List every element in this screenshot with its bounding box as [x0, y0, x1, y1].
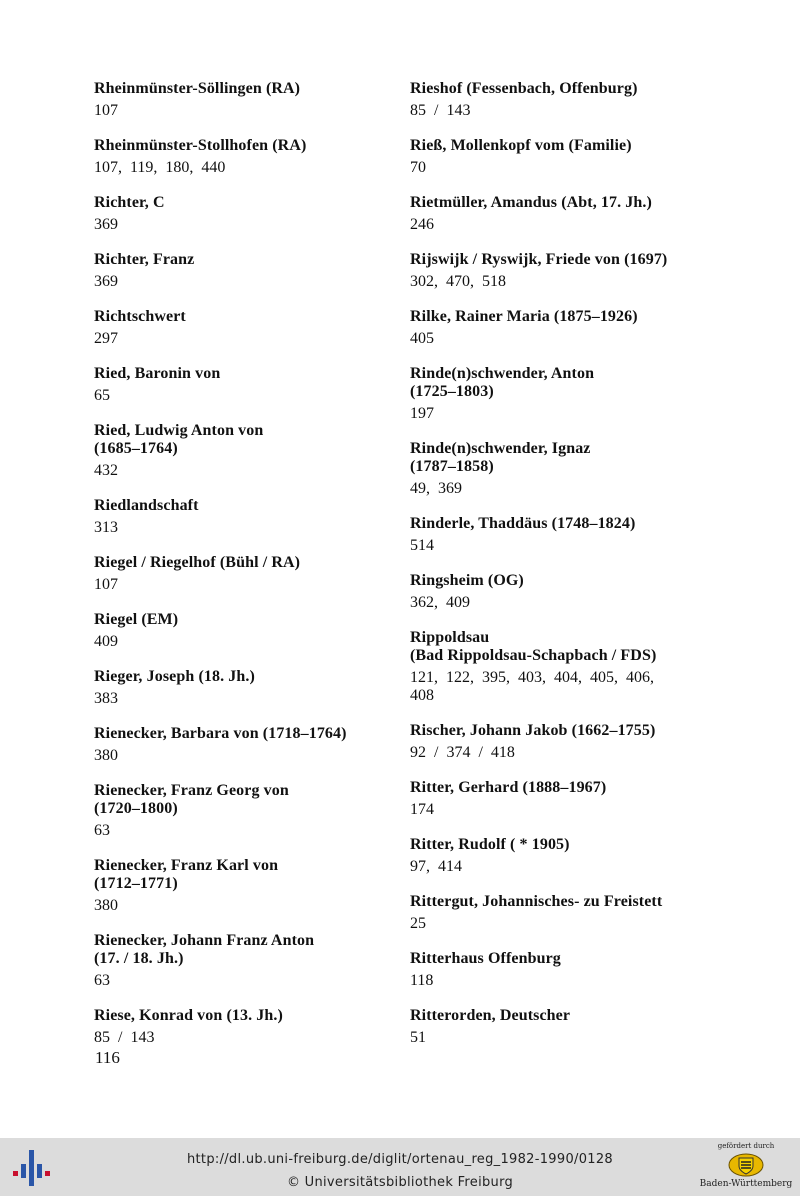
index-term: Ried, Baronin von	[94, 365, 221, 382]
index-entry	[410, 722, 710, 762]
index-entry	[94, 422, 394, 480]
index-entry	[410, 1007, 710, 1047]
index-pages: 107	[94, 102, 118, 119]
footer-copyright: © Universitätsbibliothek Freiburg	[286, 1175, 514, 1190]
sponsor-label: gefördert durch	[717, 1142, 775, 1150]
index-pages: 121, 122, 395, 403, 404, 405, 406, 408	[410, 669, 654, 704]
index-pages: 70	[410, 159, 426, 176]
index-entry	[94, 782, 394, 840]
index-term: Ritter, Gerhard (1888–1967)	[410, 779, 607, 796]
index-entry	[94, 251, 394, 291]
index-entry	[410, 950, 710, 990]
index-entry	[410, 893, 710, 933]
index-entry	[410, 137, 710, 177]
index-term: Rienecker, Johann Franz Anton (17. / 18. Jh.)	[94, 932, 315, 967]
index-pages: 65	[94, 387, 110, 404]
index-pages: 432	[94, 462, 118, 479]
index-term: Rippoldsau (Bad Rippoldsau-Schapbach / FDS)	[410, 629, 657, 664]
index-pages: 107, 119, 180, 440	[94, 159, 226, 176]
index-entry	[94, 1007, 394, 1047]
index-entry	[410, 80, 710, 120]
index-pages: 25	[410, 915, 426, 932]
index-pages: 405	[410, 330, 434, 347]
index-term: Ritter, Rudolf ( * 1905)	[410, 836, 570, 853]
index-entry	[410, 515, 710, 555]
index-pages: 302, 470, 518	[410, 273, 506, 290]
index-term: Rittergut, Johannisches- zu Freistett	[410, 893, 663, 910]
index-term: Richter, C	[94, 194, 165, 211]
index-pages: 92 / 374 / 418	[410, 744, 515, 761]
index-term: Rietmüller, Amandus (Abt, 17. Jh.)	[410, 194, 652, 211]
index-term: Rheinmünster-Söllingen (RA)	[94, 80, 301, 97]
index-term: Rijswijk / Ryswijk, Friede von (1697)	[410, 251, 668, 268]
index-entry	[94, 554, 394, 594]
index-pages: 313	[94, 519, 118, 536]
index-entry	[94, 932, 394, 990]
index-pages: 297	[94, 330, 118, 347]
index-term: Riedlandschaft	[94, 497, 199, 514]
index-entry	[94, 80, 394, 120]
index-column-right	[410, 80, 710, 1064]
sponsor-name: Baden-Württemberg	[699, 1179, 793, 1189]
index-term: Rienecker, Franz Karl von (1712–1771)	[94, 857, 279, 892]
index-pages: 369	[94, 216, 118, 233]
index-pages: 380	[94, 747, 118, 764]
index-pages: 380	[94, 897, 118, 914]
index-pages: 409	[94, 633, 118, 650]
index-term: Rienecker, Barbara von (1718–1764)	[94, 725, 347, 742]
index-entry	[94, 497, 394, 537]
index-term: Ritterhaus Offenburg	[410, 950, 561, 967]
index-pages: 246	[410, 216, 434, 233]
index-term: Ringsheim (OG)	[410, 572, 524, 589]
index-term: Ritterorden, Deutscher	[410, 1007, 571, 1024]
index-pages: 197	[410, 405, 434, 422]
baden-wuerttemberg-crest-icon	[726, 1152, 766, 1178]
index-pages: 51	[410, 1029, 426, 1046]
footer-url-link[interactable]: http://dl.ub.uni-freiburg.de/diglit/ortenau_reg_1982-1990/0128	[187, 1152, 613, 1167]
index-pages: 118	[410, 972, 434, 989]
index-term: Rilke, Rainer Maria (1875–1926)	[410, 308, 638, 325]
index-term: Rinde(n)schwender, Anton (1725–1803)	[410, 365, 595, 400]
index-entry	[410, 572, 710, 612]
index-term: Riegel / Riegelhof (Bühl / RA)	[94, 554, 301, 571]
index-term: Richtschwert	[94, 308, 186, 325]
index-term: Rieshof (Fessenbach, Offenburg)	[410, 80, 638, 97]
index-entry	[94, 725, 394, 765]
index-term: Rheinmünster-Stollhofen (RA)	[94, 137, 307, 154]
index-entry	[410, 308, 710, 348]
footer-bar	[0, 1138, 800, 1196]
index-pages: 362, 409	[410, 594, 470, 611]
index-pages: 85 / 143	[410, 102, 471, 119]
index-entry	[410, 440, 710, 498]
index-entry	[410, 836, 710, 876]
index-column-left	[94, 80, 394, 1064]
index-entry	[94, 857, 394, 915]
index-pages: 383	[94, 690, 118, 707]
index-pages: 174	[410, 801, 434, 818]
index-term: Rischer, Johann Jakob (1662–1755)	[410, 722, 656, 739]
index-pages: 63	[94, 972, 110, 989]
index-pages: 514	[410, 537, 434, 554]
index-entry	[94, 308, 394, 348]
index-entry	[94, 137, 394, 177]
index-entry	[410, 194, 710, 234]
index-term: Rieger, Joseph (18. Jh.)	[94, 668, 255, 685]
sponsor-block	[696, 1142, 796, 1194]
index-term: Rinde(n)schwender, Ignaz (1787–1858)	[410, 440, 591, 475]
index-term: Rieß, Mollenkopf vom (Familie)	[410, 137, 632, 154]
index-entry	[410, 251, 710, 291]
index-entry	[94, 611, 394, 651]
index-pages: 49, 369	[410, 480, 462, 497]
index-term: Richter, Franz	[94, 251, 195, 268]
index-pages: 107	[94, 576, 118, 593]
index-pages: 63	[94, 822, 110, 839]
index-entry	[410, 779, 710, 819]
index-term: Rienecker, Franz Georg von (1720–1800)	[94, 782, 289, 817]
page-number: 116	[95, 1048, 120, 1067]
index-term: Rinderle, Thaddäus (1748–1824)	[410, 515, 636, 532]
index-pages: 85 / 143	[94, 1029, 155, 1046]
index-entry	[94, 194, 394, 234]
index-term: Ried, Ludwig Anton von (1685–1764)	[94, 422, 264, 457]
index-entry	[410, 365, 710, 423]
index-entry	[94, 668, 394, 708]
index-pages: 369	[94, 273, 118, 290]
index-pages: 97, 414	[410, 858, 462, 875]
index-term: Riese, Konrad von (13. Jh.)	[94, 1007, 283, 1024]
index-entry	[94, 365, 394, 405]
index-term: Riegel (EM)	[94, 611, 179, 628]
index-entry	[410, 629, 710, 705]
